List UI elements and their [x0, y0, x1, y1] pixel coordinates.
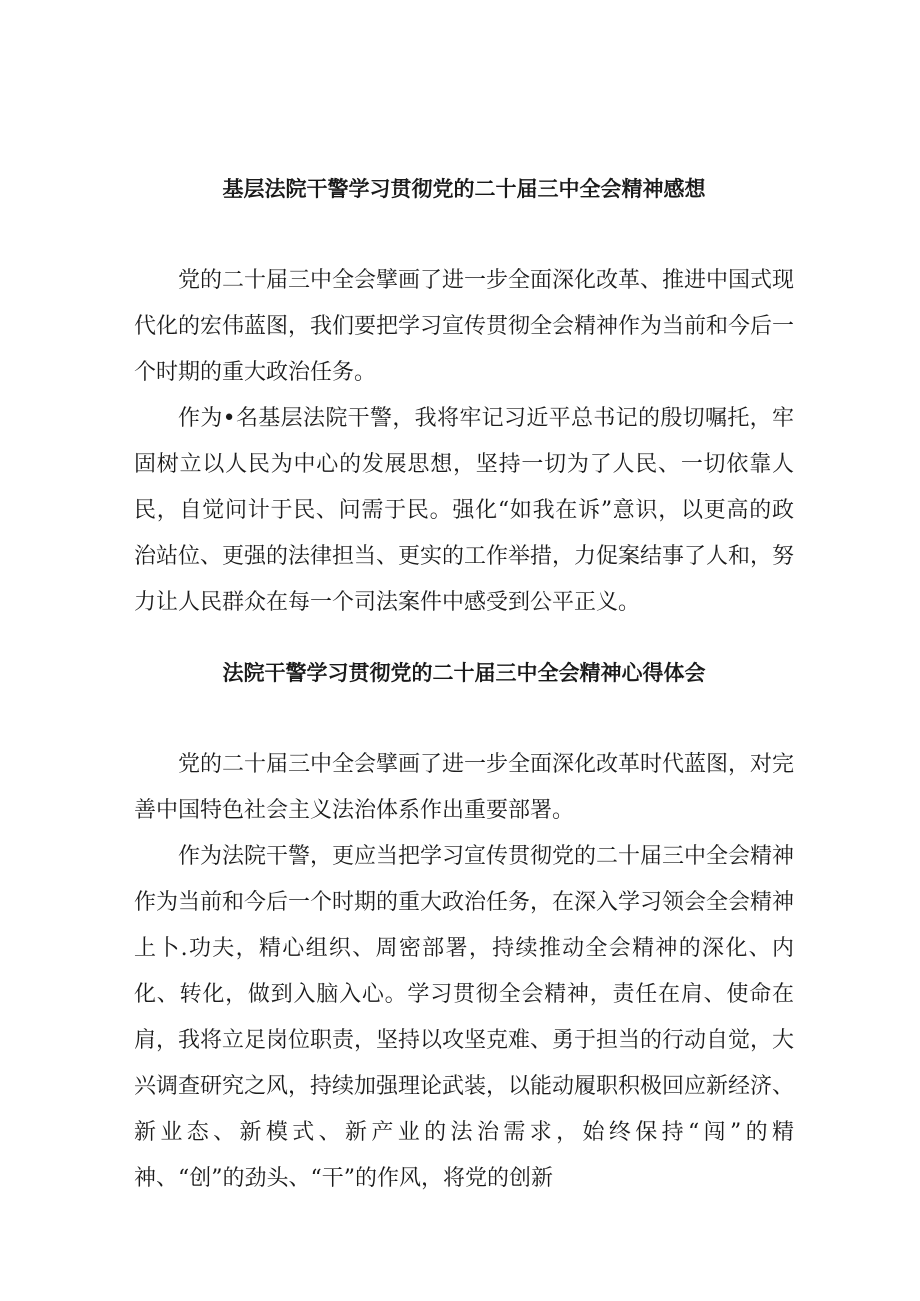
paragraph: 党的二十届三中全会擘画了进一步全面深化改革、推进中国式现代化的宏伟蓝图，我们要把学习宣传贯彻全会精神作为当前和今后一个时期的重大政治任务。	[134, 268, 795, 385]
section-heading: 基层法院干警学习贯彻党的二十届三中全会精神感想	[222, 176, 706, 201]
section-body	[134, 258, 794, 626]
section-court-officer-insights	[134, 658, 794, 1202]
paragraph: 党的二十届三中全会擘画了进一步全面深化改革时代蓝图，对完善中国特色社会主义法治体系作出重要部署。	[134, 752, 795, 823]
section-heading: 法院干警学习贯彻党的二十届三中全会精神心得体会	[222, 660, 706, 685]
section-court-officer-reflections	[134, 174, 794, 626]
paragraph: 作为法院干警，更应当把学习宣传贯彻党的二十届三中全会精神作为当前和今后一个时期的重大政治任务，在深入学习领会全会精神上卜.功夫，精心组织、周密部署，持续推动全会精神的深化、内化、转化，做到入脑入心。学习贯彻全会精神，责任在肩、使命在肩，我将立足岗位职责，坚持以攻坚克难、勇于担当的行动自觉，大兴调查研究之风，持续加强理论武装，以能动履职积极回应新经济、新业态、新模式、新产业的法治需求，始终保持“闯”的精神、“创”的劲头、“干”的作风，将党的创新	[134, 844, 795, 1191]
section-body	[134, 742, 794, 1202]
paragraph: 作为•名基层法院干警，我将牢记习近平总书记的殷切嘱托，牢固树立以人民为中心的发展思想，坚持一切为了人民、一切依靠人民，自觉问计于民、问需于民。强化“如我在诉”意识，以更高的政治站位、更强的法律担当、更实的工作举措，力促案结事了人和，努力让人民群众在每一个司法案件中感受到公平正义。	[134, 406, 795, 615]
